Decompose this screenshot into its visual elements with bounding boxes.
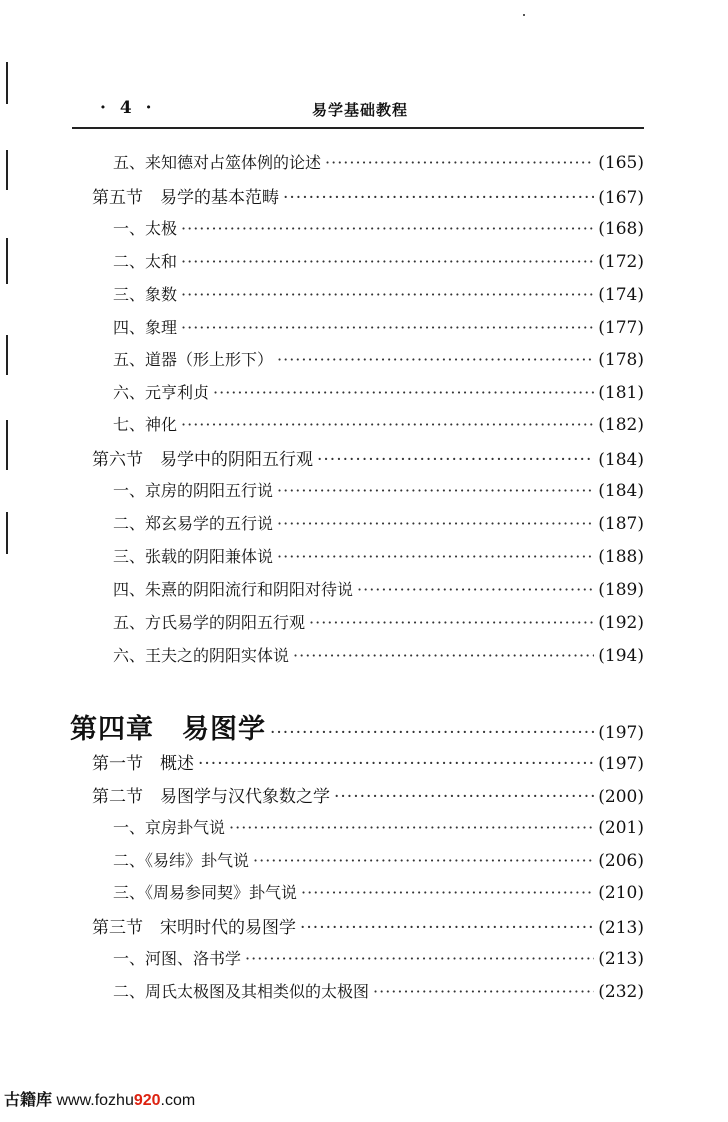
toc-entry-page: (172) bbox=[598, 252, 644, 272]
toc-entry-page: (201) bbox=[598, 818, 644, 838]
toc-entry-item bbox=[113, 216, 644, 239]
toc-entry-label: 三、《周易参同契》卦气说 bbox=[113, 883, 298, 902]
toc-entry-page: (197) bbox=[598, 723, 644, 743]
toc-entry-item bbox=[113, 815, 644, 838]
toc-entry-label: 一、河图、洛书学 bbox=[113, 949, 242, 968]
toc-leader-dots bbox=[301, 883, 594, 902]
toc-entry-label: 三、象数 bbox=[113, 285, 178, 304]
toc-entry-page: (192) bbox=[598, 613, 644, 633]
toc-entry-item bbox=[113, 979, 644, 1002]
toc-entry-label: 五、来知德对占筮体例的论述 bbox=[113, 153, 322, 172]
toc-leader-dots bbox=[317, 450, 594, 470]
toc-entry-page: (167) bbox=[598, 188, 644, 208]
toc-leader-dots bbox=[283, 188, 594, 208]
toc-entry-page: (232) bbox=[598, 982, 644, 1002]
toc-leader-dots bbox=[253, 851, 594, 870]
toc-entry-page: (184) bbox=[598, 450, 644, 470]
toc-entry-item bbox=[113, 577, 644, 600]
toc-entry-page: (189) bbox=[598, 580, 644, 600]
toc-entry-section bbox=[92, 913, 644, 938]
header-rule bbox=[72, 127, 644, 129]
toc-entry-section bbox=[92, 183, 644, 208]
toc-entry-label: 第六节 易学中的阴阳五行观 bbox=[92, 450, 313, 470]
toc-entry-label: 第五节 易学的基本范畴 bbox=[92, 188, 279, 208]
toc-entry-item bbox=[113, 347, 644, 370]
toc-entry-item bbox=[113, 848, 644, 871]
running-title: 易学基础教程 bbox=[312, 101, 409, 119]
toc-entry-page: (188) bbox=[598, 547, 644, 567]
toc-leader-dots bbox=[270, 723, 594, 743]
toc-entry-label: 六、元亨利贞 bbox=[113, 383, 210, 402]
toc-leader-dots bbox=[277, 547, 594, 566]
scan-edge-mark bbox=[6, 512, 8, 554]
toc-leader-dots bbox=[373, 982, 594, 1001]
scan-edge-mark bbox=[6, 420, 8, 470]
toc-entry-section bbox=[92, 445, 644, 470]
toc-leader-dots bbox=[300, 918, 594, 938]
watermark-url-prefix: www.fozhu bbox=[56, 1092, 134, 1109]
toc-entry-label: 三、张载的阴阳兼体说 bbox=[113, 547, 274, 566]
toc-entry-label: 二、郑玄易学的五行说 bbox=[113, 514, 274, 533]
toc-entry-page: (197) bbox=[598, 754, 644, 774]
scan-edge-mark bbox=[6, 150, 8, 190]
scan-edge-mark bbox=[6, 335, 8, 375]
toc-entry-section bbox=[92, 782, 644, 807]
toc-entry-chapter bbox=[70, 707, 644, 746]
toc-entry-label: 五、方氏易学的阴阳五行观 bbox=[113, 613, 306, 632]
toc-entry-label: 四、朱熹的阴阳流行和阴阳对待说 bbox=[113, 580, 354, 599]
scan-edge-mark bbox=[6, 62, 8, 104]
toc-entry-item bbox=[113, 511, 644, 534]
toc-entry-item bbox=[113, 643, 644, 666]
toc-leader-dots bbox=[334, 787, 594, 807]
toc-entry-page: (182) bbox=[598, 415, 644, 435]
toc-entry-page: (206) bbox=[598, 851, 644, 871]
toc-entry-item bbox=[113, 946, 644, 969]
toc-entry-page: (168) bbox=[598, 219, 644, 239]
watermark-footer bbox=[4, 1087, 195, 1110]
toc-leader-dots bbox=[229, 818, 594, 837]
toc-entry-label: 二、《易纬》卦气说 bbox=[113, 851, 250, 870]
toc-entry-label: 第二节 易图学与汉代象数之学 bbox=[92, 787, 330, 807]
toc-entry-label: 二、太和 bbox=[113, 252, 178, 271]
toc-leader-dots bbox=[181, 219, 594, 238]
watermark-site-name: 古籍库 bbox=[4, 1092, 53, 1109]
toc-leader-dots bbox=[309, 613, 594, 632]
toc-entry-page: (194) bbox=[598, 646, 644, 666]
toc-entry-item bbox=[113, 150, 644, 173]
toc-leader-dots bbox=[181, 252, 594, 271]
toc-entry-label: 一、京房的阴阳五行说 bbox=[113, 481, 274, 500]
toc-leader-dots bbox=[181, 415, 594, 434]
toc-entry-label: 五、道器（形上形下） bbox=[113, 350, 274, 369]
toc-entry-section bbox=[92, 749, 644, 774]
toc-entry-label: 四、象理 bbox=[113, 318, 178, 337]
toc-entry-item bbox=[113, 380, 644, 403]
scan-speck bbox=[523, 14, 525, 16]
toc-entry-label: 第四章 易图学 bbox=[70, 714, 266, 745]
toc-leader-dots bbox=[245, 949, 594, 968]
toc-entry-item bbox=[113, 249, 644, 272]
toc-leader-dots bbox=[213, 383, 594, 402]
toc-entry-label: 一、太极 bbox=[113, 219, 178, 238]
toc-entry-page: (165) bbox=[598, 153, 644, 173]
toc-entry-page: (187) bbox=[598, 514, 644, 534]
toc-leader-dots bbox=[181, 318, 594, 337]
toc-entry-label: 第三节 宋明时代的易图学 bbox=[92, 918, 296, 938]
toc-entry-item bbox=[113, 478, 644, 501]
toc-leader-dots bbox=[293, 646, 594, 665]
toc-leader-dots bbox=[357, 580, 594, 599]
toc-entry-page: (174) bbox=[598, 285, 644, 305]
toc-leader-dots bbox=[325, 153, 594, 172]
toc-entry-label: 七、神化 bbox=[113, 415, 178, 434]
toc-entry-page: (210) bbox=[598, 883, 644, 903]
toc-leader-dots bbox=[277, 350, 594, 369]
toc-entry-label: 第一节 概述 bbox=[92, 754, 194, 774]
toc-entry-page: (184) bbox=[598, 481, 644, 501]
watermark-url-suffix: .com bbox=[160, 1092, 196, 1109]
toc-entry-page: (178) bbox=[598, 350, 644, 370]
toc-entry-item bbox=[113, 544, 644, 567]
page-number: · 4 · bbox=[100, 98, 156, 118]
page-header bbox=[72, 96, 642, 126]
toc-leader-dots bbox=[198, 754, 594, 774]
toc-leader-dots bbox=[277, 481, 594, 500]
toc-leader-dots bbox=[181, 285, 594, 304]
toc-entry-item bbox=[113, 282, 644, 305]
toc-entry-item bbox=[113, 880, 644, 903]
toc-entry-page: (181) bbox=[598, 383, 644, 403]
toc-entry-page: (213) bbox=[598, 918, 644, 938]
toc-entry-item bbox=[113, 315, 644, 338]
toc-entry-label: 六、王夫之的阴阳实体说 bbox=[113, 646, 290, 665]
toc-entry-label: 一、京房卦气说 bbox=[113, 818, 226, 837]
toc-entry-label: 二、周氏太极图及其相类似的太极图 bbox=[113, 982, 370, 1001]
scan-edge-mark bbox=[6, 238, 8, 284]
toc-entry-item bbox=[113, 610, 644, 633]
toc-entry-page: (177) bbox=[598, 318, 644, 338]
toc-leader-dots bbox=[277, 514, 594, 533]
toc-entry-item bbox=[113, 412, 644, 435]
toc-entry-page: (200) bbox=[598, 787, 644, 807]
watermark-url-number: 920 bbox=[133, 1092, 161, 1109]
toc-entry-page: (213) bbox=[598, 949, 644, 969]
